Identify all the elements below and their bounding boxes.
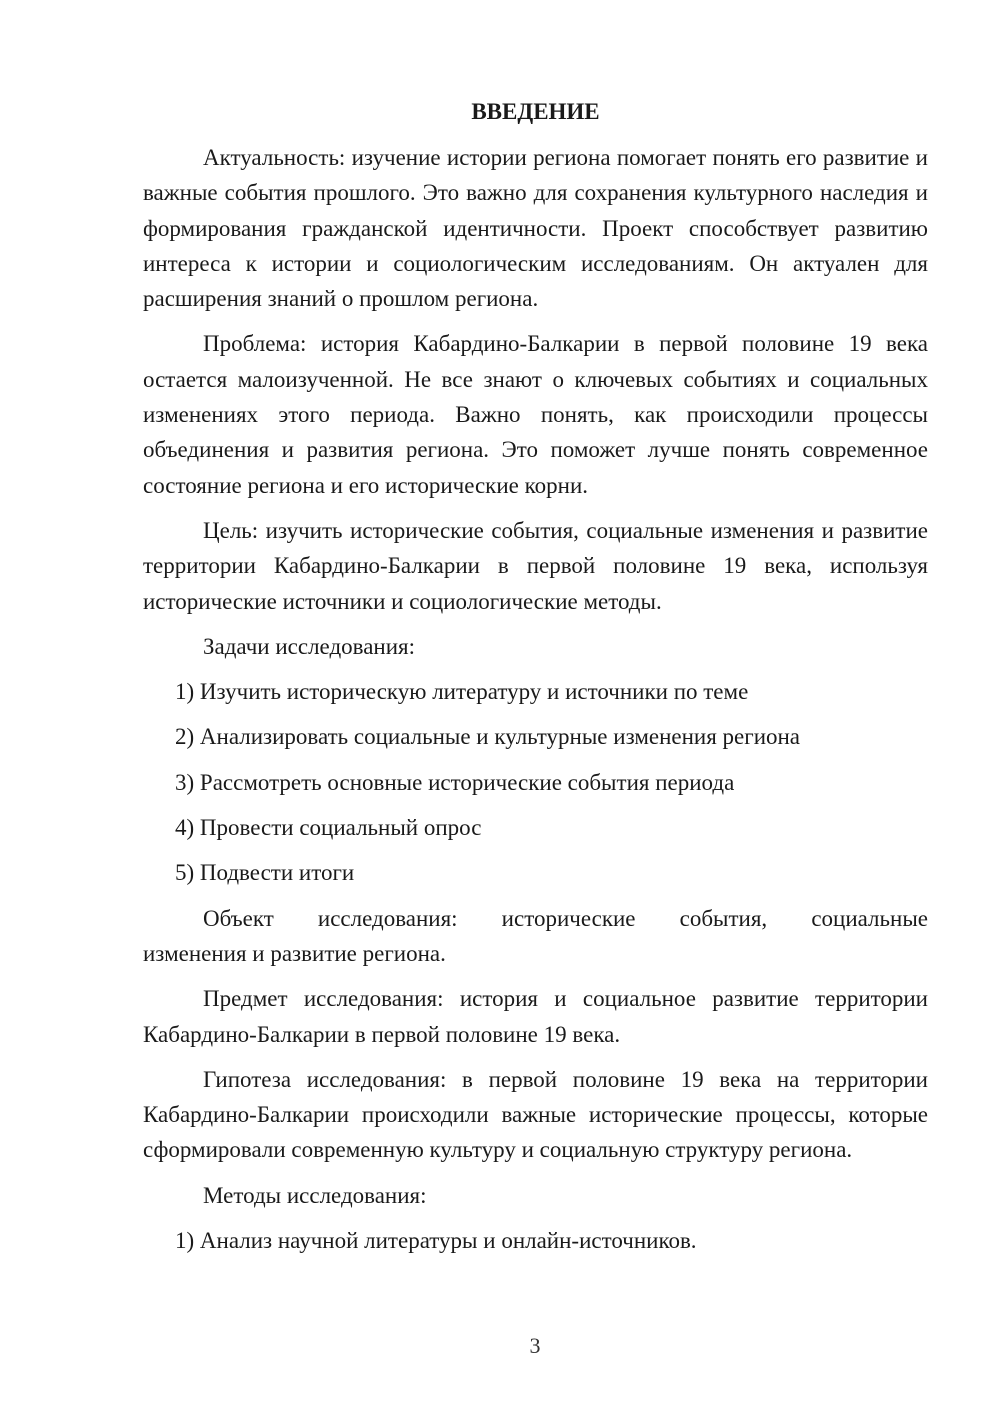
task-item-1: 1) Изучить историческую литературу и источники по теме xyxy=(175,679,749,705)
paragraph-hypothesis: Гипотеза исследования: в первой половине 19 века на территории Кабардино-Балкарии происходили важные исторические процессы, которые сформировали современную культуру и социальную структуру региона. xyxy=(143,1066,928,1163)
object-line-1: Объект исследования: исторические события, социальные xyxy=(203,905,928,931)
paragraph-subject: Предмет исследования: история и социальное развитие территории Кабардино-Балкарии в первой половине 19 века. xyxy=(143,986,928,1047)
paragraph-object xyxy=(143,901,928,972)
section-heading: ВВЕДЕНИЕ xyxy=(471,99,600,124)
task-item-5: 5) Подвести итоги xyxy=(175,860,355,886)
paragraph-relevance: Актуальность: изучение истории региона помогает понять его развитие и важные события прошлого. Это важно для сохранения культурного наследия и формирования гражданской идентичности. Проект способствует развитию интереса к истории и социологическим исследованиям. Он актуален для расширения знаний о прошлом региона. xyxy=(143,145,928,312)
document-body xyxy=(143,94,928,1268)
task-item-3: 3) Рассмотреть основные исторические события периода xyxy=(175,769,735,795)
page-number: 3 xyxy=(529,1333,541,1358)
task-item-2: 2) Анализировать социальные и культурные изменения региона xyxy=(175,724,801,750)
paragraph-problem: Проблема: история Кабардино-Балкарии в первой половине 19 века остается малоизученной. Не все знают о ключевых событиях и социальных изменениях этого периода. Важно понять, как происходили процессы объединения и развития региона. Это поможет лучше понять современное состояние региона и его исторические корни. xyxy=(143,331,928,498)
method-item-1: 1) Анализ научной литературы и онлайн-источников. xyxy=(175,1228,697,1254)
task-item-4: 4) Провести социальный опрос xyxy=(175,815,482,841)
tasks-title: Задачи исследования: xyxy=(203,633,416,659)
methods-title: Методы исследования: xyxy=(203,1182,427,1208)
object-line-2: изменения и развитие региона. xyxy=(143,940,446,966)
paragraph-goal: Цель: изучить исторические события, социальные изменения и развитие территории Кабардино-Балкарии в первой половине 19 века, используя исторические источники и социологические методы. xyxy=(143,517,928,614)
